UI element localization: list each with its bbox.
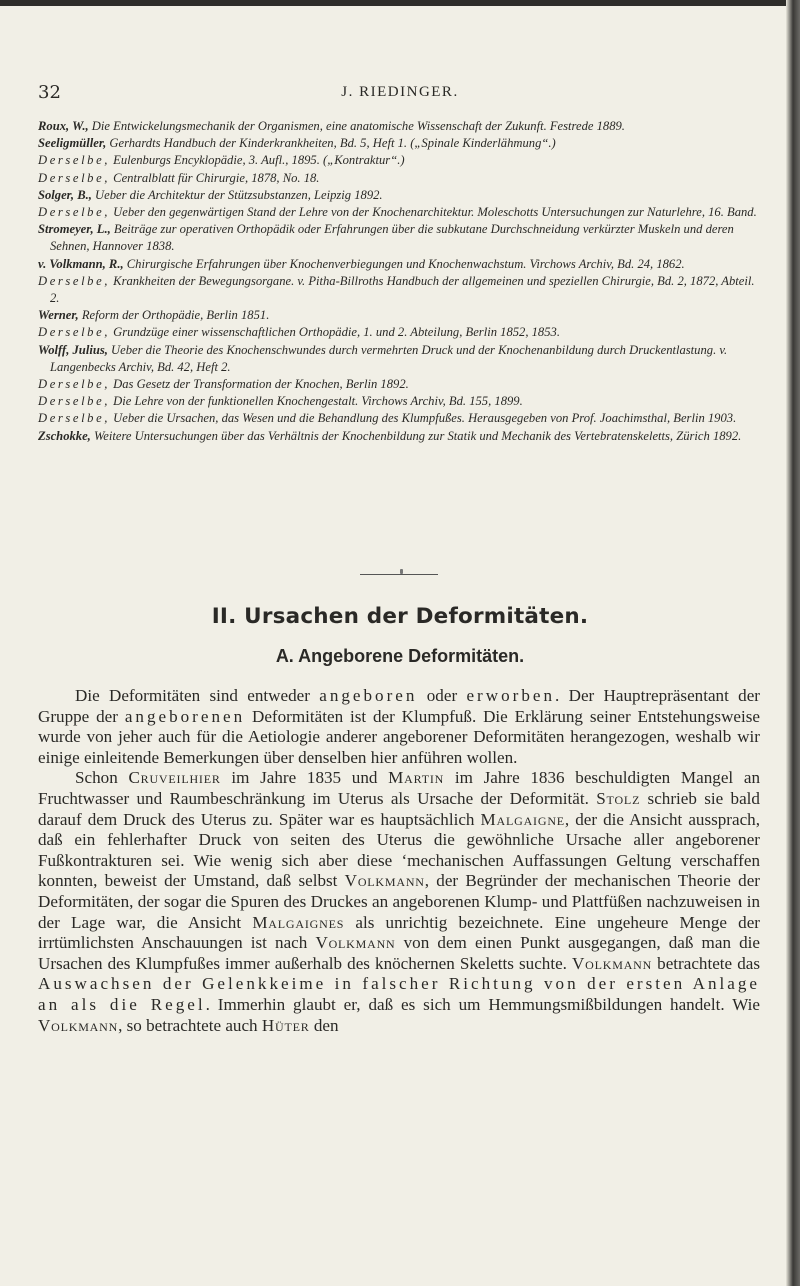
text-run: als unrichtig bezeichnete. Eine ungeheure Menge der irrtümlichsten Anschauungen ist nach [38, 912, 761, 953]
reference-entry [38, 410, 760, 427]
page-header [0, 82, 800, 104]
text-run: von dem einen Punkt ausgegangen, daß man die Ursachen des Klumpfußes immer außerhalb des knöchernen Skeletts suchte. [38, 933, 760, 973]
reference-author: Derselbe, [38, 325, 111, 340]
reference-author: Derselbe, [38, 411, 111, 426]
reference-entry [38, 342, 760, 376]
text-run: , der Begründer der mechanischen Theorie der Deformitäten, der sogar die Spuren des Druckes an angeborenen Klump- und Plattfüßen nachzuweisen in der Lage war, die Ansicht [38, 871, 760, 932]
reference-entry [38, 393, 760, 410]
reference-entry [38, 135, 760, 152]
section-heading: II. Ursachen der Deformitäten. [211, 604, 589, 629]
reference-text: Reform der Orthopädie, Berlin 1851. [78, 308, 270, 323]
text-run: . Immerhin glaubt er, daß es sich um Hemmungsmißbildungen handelt. Wie [205, 994, 760, 1014]
name-volkmann: Volkmann [572, 953, 653, 973]
name-malgaignes: Malgaignes [252, 912, 345, 932]
reference-author: Seeligmüller, [38, 136, 107, 151]
text-run: Deformitäten ist der Klumpfuß. Die Erklärung seiner Entstehungsweise wurde von jeher auch für die Aetiologie anderer angeborener Deformitäten herangezogen, weshalb wir einige einleitende Bemerkungen über denselben hier anführen wollen. [38, 706, 760, 767]
name-martin: Martin [388, 768, 445, 788]
text-run: im Jahre 1836 beschuldigten Mangel an Fruchtwasser und Raumbeschränkung im Uterus als Ursache der Deformität. [38, 768, 760, 808]
reference-author: v. Volkmann, R., [38, 256, 124, 271]
reference-author: Wolff, Julius, [38, 342, 108, 357]
reference-entry [38, 170, 760, 187]
emphasis-erworben: erworben [466, 686, 556, 705]
reference-text: Ueber den gegenwärtigen Stand der Lehre von der Knochenarchitektur. Moleschotts Untersuchungen zur Naturlehre, 16. Band. [110, 205, 757, 220]
reference-author: Zschokke, [38, 428, 91, 443]
reference-entry [38, 324, 760, 341]
reference-author: Derselbe, [38, 394, 111, 409]
text-run: schrieb sie bald darauf dem Druck des Uterus zu. Später war es hauptsächlich [38, 788, 760, 829]
reference-entry [38, 204, 760, 221]
name-malgaigne: Malgaigne [480, 809, 565, 829]
reference-author: Derselbe, [38, 170, 111, 185]
text-run: Schon [75, 768, 129, 788]
reference-text: Chirurgische Erfahrungen über Knochenverbiegungen und Knochenwachstum. Virchows Archiv, Bd. 24, 1862. [123, 256, 685, 271]
section-separator-rule [360, 574, 438, 575]
reference-entry [38, 256, 760, 273]
emphasis-auswachsen: Auswachsen der Gelenkkeime in falscher Richtung von der ersten Anlage an als die Regel [38, 974, 760, 1014]
name-stolz: Stolz [596, 788, 641, 808]
paragraph-2 [38, 768, 760, 1036]
reference-entry [38, 187, 760, 204]
name-volkmann: Volkmann [344, 871, 425, 891]
reference-text: Weitere Untersuchungen über das Verhältnis der Knochenbildung zur Statik und Mechanik des Vertebratenskeletts, Zürich 1892. [90, 428, 742, 443]
name-volkmann: Volkmann [315, 933, 396, 953]
text-run: oder [417, 686, 467, 705]
reference-text: Ueber die Theorie des Knochenschwundes durch vermehrten Druck und der Knochenanbildung durch Druckentlastung. v. Langenbecks Archiv, Bd. 42, Heft 2. [50, 342, 728, 374]
reference-text: Grundzüge einer wissenschaftlichen Orthopädie, 1. und 2. Abteilung, Berlin 1852, 1853. [110, 325, 560, 340]
text-run: den [309, 1015, 339, 1035]
text-run: , der die Ansicht aussprach, daß ein fehlerhafter Druck von seiten des Uterus die gewöhnliche Ursache aller angeborener Fußkontrakturen sei. Wie wenig sich aber diese ‘mechanischen Auffassungen Geltung verschaffen konnten, beweist der Umstand, daß selbst [38, 809, 760, 891]
reference-author: Solger, B., [38, 187, 92, 202]
page-number: 32 [38, 82, 61, 103]
body-text [38, 686, 760, 1036]
text-run: , so betrachtete auch [118, 1015, 262, 1035]
reference-author: Roux, W., [38, 119, 89, 133]
reference-entry [38, 118, 760, 135]
reference-text: Gerhardts Handbuch der Kinderkrankheiten, Bd. 5, Heft 1. („Spinale Kinderlähmung“.) [106, 136, 556, 151]
text-run: betrachtete das [652, 953, 760, 973]
name-cruveilhier: Cruveilhier [128, 768, 221, 788]
reference-entry [38, 428, 760, 445]
text-run: . Der Hauptrepräsentant der Gruppe der [38, 686, 761, 726]
reference-author: Derselbe, [38, 205, 111, 220]
text-run: Die Deformitäten sind entweder [75, 686, 320, 705]
reference-author: Stromeyer, L., [38, 222, 111, 237]
reference-author: Derselbe, [38, 153, 111, 168]
reference-author: Derselbe, [38, 377, 111, 392]
reference-text: Die Lehre von der funktionellen Knochengestalt. Virchows Archiv, Bd. 155, 1899. [110, 394, 523, 409]
running-head: J. RIEDINGER. [341, 84, 459, 100]
reference-entry [38, 273, 760, 307]
name-hueter: Hüter [261, 1015, 310, 1035]
subsection-heading: A. Angeborene Deformitäten. [275, 646, 525, 666]
reference-text: Centralblatt für Chirurgie, 1878, No. 18. [110, 170, 320, 185]
reference-text: Das Gesetz der Transformation der Knochen, Berlin 1892. [110, 377, 409, 392]
reference-text: Eulenburgs Encyklopädie, 3. Aufl., 1895. („Kontraktur“.) [110, 153, 405, 168]
reference-entry [38, 376, 760, 393]
reference-entry [38, 307, 760, 324]
reference-author: Derselbe, [38, 273, 111, 288]
emphasis-angeboren: angeboren [319, 686, 418, 705]
reference-text: Beiträge zur operativen Orthopädik oder Erfahrungen über die subkutane Durchschneidung verkürzter Muskeln und deren Sehnen, Hannover 1838. [50, 222, 734, 254]
text-run: im Jahre 1835 und [220, 768, 389, 788]
name-volkmann: Volkmann [38, 1015, 119, 1035]
reference-text: Ueber die Architektur der Stützsubstanzen, Leipzig 1892. [91, 187, 383, 202]
reference-list [38, 118, 760, 445]
reference-text: Die Entwickelungsmechanik der Organismen, eine anatomische Wissenschaft der Zukunft. Festrede 1889. [88, 119, 625, 133]
paragraph-1 [38, 686, 760, 768]
reference-text: Ueber die Ursachen, das Wesen und die Behandlung des Klumpfußes. Herausgegeben von Prof. Joachimsthal, Berlin 1903. [110, 411, 737, 426]
reference-entry [38, 221, 760, 255]
reference-author: Werner, [38, 308, 79, 323]
page-top-edge [0, 0, 800, 6]
emphasis-angeborenen: angeborenen [124, 706, 246, 726]
reference-text: Krankheiten der Bewegungsorgane. v. Pitha-Billroths Handbuch der allgemeinen und speziellen Chirurgie, Bd. 2, 1872, Abteil. 2. [50, 273, 755, 306]
book-spine-edge [786, 0, 800, 1286]
reference-entry [38, 152, 760, 169]
